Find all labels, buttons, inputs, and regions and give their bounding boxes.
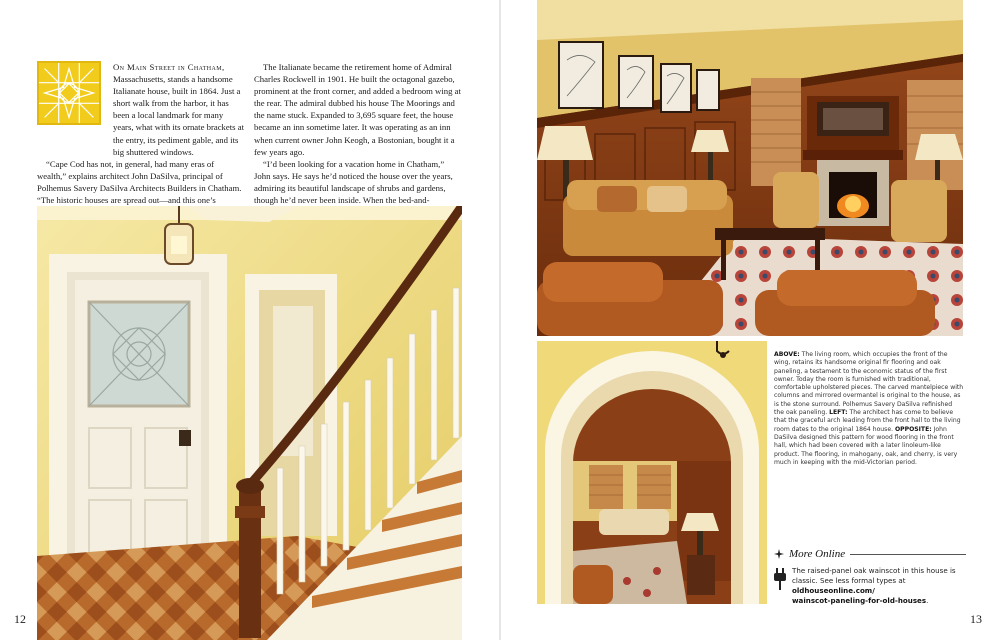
caption-text-left: The architect has come to believe that the graceful arch leading from the front hall to the living room dates to the original 1864 house. — [774, 409, 961, 433]
page-number-left: 12 — [14, 612, 26, 626]
article-text: Massachusetts, stands a handsome Italianate house, built in 1864. Just a short walk from the harbor, it has been a local landmark for many years, what with its ornate brackets at the entry, its pediment gable, and its big shuttered windows. — [113, 74, 244, 157]
article-paragraph — [37, 61, 244, 158]
front-hall-photo — [37, 206, 462, 640]
more-online-link-continued[interactable]: wainscot-paneling-for-old-houses — [792, 596, 927, 605]
caption-text-opposite: John DaSilva designed this pattern for wood flooring in the front hall, which had been covered with a later linoleum-like product. The flooring, in mahogany, oak, and cherry, is very much in keeping with the mid-Victorian period. — [774, 425, 958, 466]
ornament-icon — [774, 549, 784, 559]
article-lead-in: On Main Street in Chatham, — [113, 62, 225, 72]
article-paragraph: The Italianate became the retirement home of Admiral Charles Rockwell in 1901. He built the octagonal gazebo, prominent at the front corner, and added a bedroom wing at the rear. The admiral dubbed his house The Moorings and the name stuck. Expanded to 3,695 square feet, the house became an inn sometime later. It was operating as an inn when current owner John Keogh, a Bostonian, bought it a few years ago. — [254, 62, 461, 157]
living-room-photo — [537, 0, 963, 336]
caption-text-above: The living room, which occupies the front of the wing, retains its handsome original fir flooring and oak paneling, a testament to the economic status of the first owner. Today the room is furnished with traditional, comfortable upholstered pieces. The carved mantelpiece with columns and mirrored overmantel is original to the house, as is the stone surround. Polhemus Savery DaSilva refinished the oak paneling. — [774, 351, 964, 417]
more-online-box — [774, 548, 966, 606]
archway-photo — [537, 341, 767, 604]
caption-label-above: ABOVE: — [774, 351, 800, 358]
header-rule — [850, 554, 966, 555]
article-paragraph: “Cape Cod has not, in general, had many eras of wealth,” explains architect John DaSilva, principal of Polhemus Savery DaSilva Architects Builders in Chatham. “The historic houses are spread out—and this one’s — [37, 158, 242, 206]
more-online-header — [774, 548, 966, 560]
more-online-text — [792, 566, 966, 606]
more-online-period: . — [926, 596, 929, 605]
page-gutter — [499, 0, 501, 640]
page-number-right: 13 — [970, 612, 982, 626]
plug-icon — [774, 568, 786, 590]
caption-label-opposite: OPPOSITE: — [894, 425, 932, 433]
caption-label-left: LEFT: — [829, 409, 848, 417]
article-paragraph: “I’d been looking for a vacation home in Chatham,” John says. He says he’d noticed the house over the years, admiring its beautiful landscape of shrubs and gardens, though he’d never been inside. When the bed-and- — [254, 158, 453, 206]
more-online-description: The raised-panel oak wainscot in this house is classic. See less formal types at — [792, 566, 956, 585]
photo-caption — [774, 351, 964, 467]
more-online-body — [774, 566, 966, 606]
more-online-link[interactable]: oldhouseonline.com/ — [792, 586, 875, 595]
more-online-title: More Online — [789, 548, 846, 560]
